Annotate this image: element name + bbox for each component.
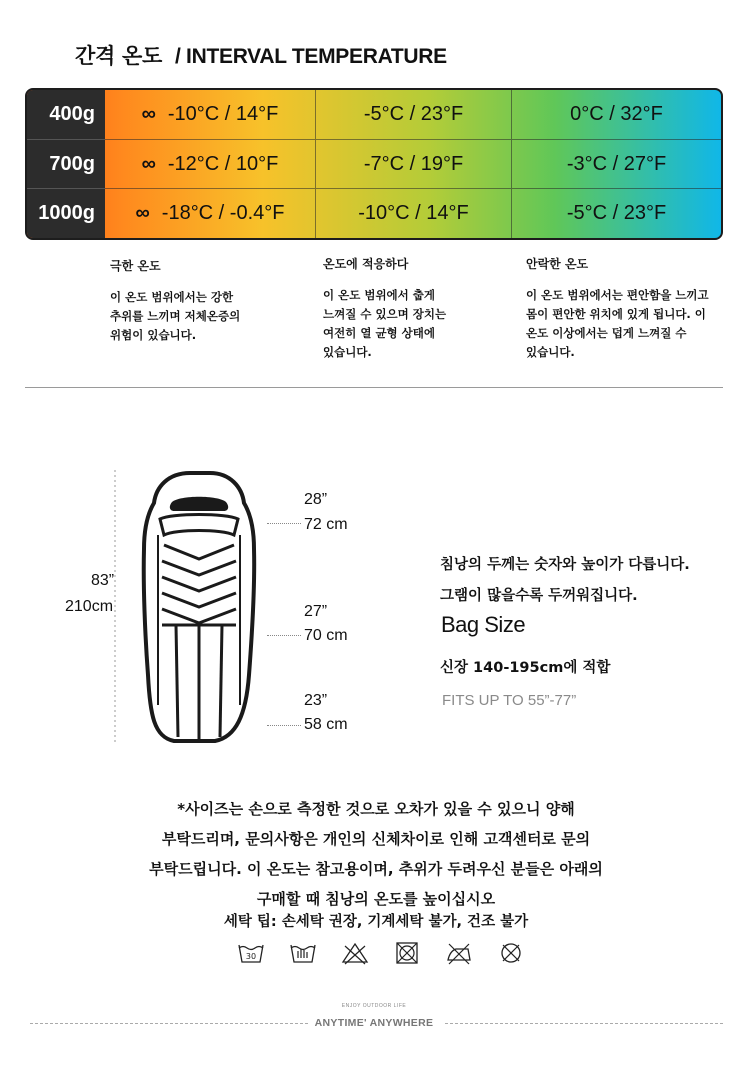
description-body: 이 온도 범위에서 춥게 느껴질 수 있으며 장치는 여전히 열 균형 상태에 있습니다. [323, 288, 447, 359]
weight-label: 1000g [38, 202, 95, 225]
extreme-temp-cell: ∞ -18°C / -0.4°F [105, 189, 316, 238]
table-row [105, 140, 721, 190]
description-heading: 극한 온도 [110, 259, 161, 273]
no-tumble-dry-icon [392, 940, 422, 966]
hip-cm: 70 cm [304, 627, 348, 644]
page-title [75, 40, 447, 70]
weight-label: 700g [27, 140, 105, 190]
shoulder-cm: 72 cm [304, 516, 348, 533]
comfort-temp-description [526, 255, 746, 362]
extreme-temp-cell: ∞ -12°C / 10°F [105, 140, 316, 189]
infinity-icon: ∞ [141, 152, 156, 175]
title-korean: 간격 온도 [75, 44, 162, 68]
comfort-temp-cell: 0°C / 32°F [570, 102, 663, 125]
description-heading: 안락한 온도 [526, 257, 589, 271]
temperature-grid [105, 90, 721, 238]
footer-brand: ANYTIME' ANYWHERE [314, 1017, 434, 1029]
svg-text:30: 30 [245, 952, 257, 961]
limit-temp-cell: -5°C / 23°F [316, 90, 512, 139]
wash-tip: 세탁 팁: 손세탁 권장, 기계세탁 불가, 건조 불가 [223, 914, 529, 930]
hip-inches: 27” [304, 603, 328, 620]
limit-temp-cell: -7°C / 19°F [316, 140, 512, 189]
footer [25, 1003, 723, 1033]
title-english: / INTERVAL TEMPERATURE [174, 45, 447, 68]
interval-temperature-table [25, 88, 723, 240]
wash-30-icon [236, 940, 266, 966]
hip-guide-line [267, 635, 301, 636]
section-divider [25, 387, 723, 388]
infinity-icon: ∞ [141, 102, 156, 125]
comfort-temp-cell: -5°C / 23°F [566, 202, 667, 225]
bag-size-heading: Bag Size [441, 612, 526, 637]
measurement-notice: *사이즈는 손으로 측정한 것으로 오차가 있을 수 있으니 양해 부탁드리며, 문의사항은 개인의 신체차이로 인해 고객센터로 문의 부탁드립니다. 이 온도는 참고용이며, 추위가 두려우신 분들은 아래의 구매할 때 침낭의 온도를 높이십시오 [149, 800, 603, 908]
no-iron-icon [444, 940, 474, 966]
shoulder-guide-line [267, 523, 301, 524]
extreme-temp-cell: ∞ -10°C / 14°F [105, 90, 316, 139]
shoulder-inches: 28” [304, 491, 328, 508]
description-heading: 온도에 적응하다 [323, 257, 409, 271]
length-inches: 83” [91, 572, 115, 589]
extreme-temp-description [110, 257, 280, 345]
footer-tagline: ENJOY OUTDOOR LIFE [341, 1003, 407, 1009]
table-row [105, 189, 721, 238]
no-bleach-icon [340, 940, 370, 966]
limit-temp-description [323, 255, 503, 362]
thickness-note: 침낭의 두께는 숫자와 높이가 다릅니다. [440, 557, 690, 573]
foot-guide-line [267, 725, 301, 726]
description-body: 이 온도 범위에서는 편안함을 느끼고 몸이 편안한 위치에 있게 됩니다. 이 온도 이상에서는 덥게 느껴질 수 있습니다. [526, 288, 709, 359]
gram-note: 그램이 많을수록 두꺼워집니다. [440, 588, 638, 604]
weight-column [27, 90, 105, 238]
care-icons [236, 940, 526, 966]
table-row [105, 90, 721, 140]
foot-inches: 23” [304, 692, 328, 709]
comfort-temp-cell: -3°C / 27°F [566, 152, 667, 175]
hand-wash-icon [288, 940, 318, 966]
no-dry-clean-icon [496, 940, 526, 966]
footer-line-right [445, 1023, 723, 1024]
fit-height-korean: 신장 140-195cm에 적합 [440, 660, 611, 676]
weight-label: 400g [27, 90, 105, 140]
fit-height-english: FITS UP TO 55”-77” [442, 692, 577, 709]
sleeping-bag-diagram [110, 465, 270, 750]
limit-temp-cell: -10°C / 14°F [316, 189, 512, 238]
infinity-icon: ∞ [135, 202, 150, 225]
foot-cm: 58 cm [304, 716, 348, 733]
description-body: 이 온도 범위에서는 강한 추위를 느끼며 저체온증의 위험이 있습니다. [110, 290, 241, 342]
length-cm: 210cm [65, 598, 114, 615]
